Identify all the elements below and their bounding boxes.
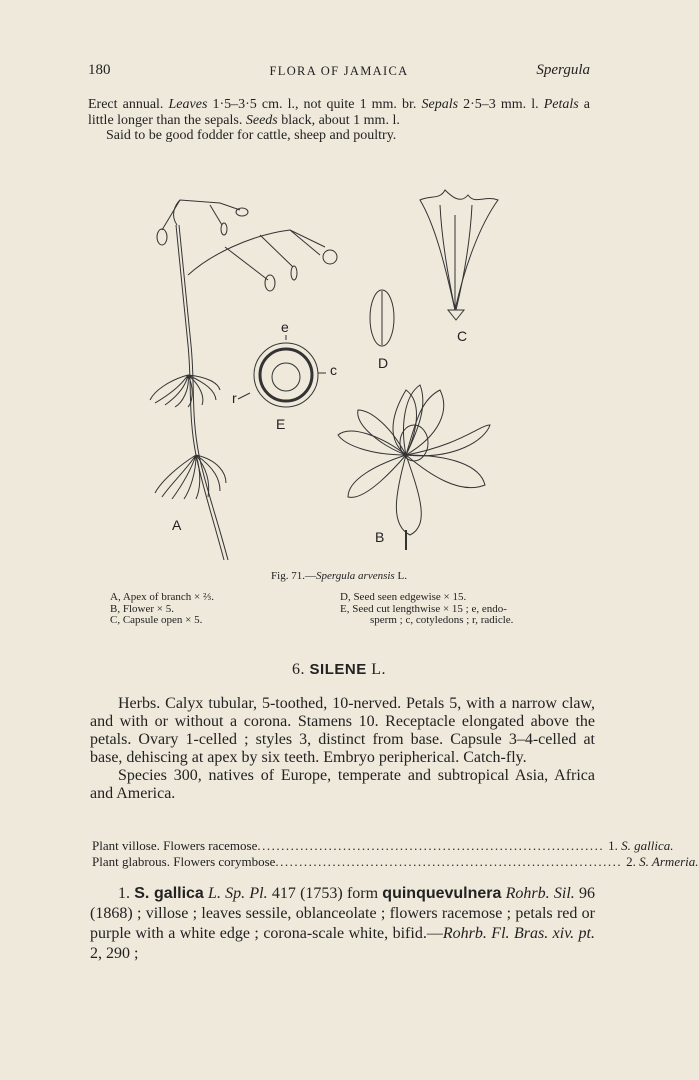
legend-item: B, Flower × 5. bbox=[110, 602, 174, 615]
running-header bbox=[88, 62, 590, 84]
fodder-note: Said to be good fodder for cattle, sheep and poultry. bbox=[106, 128, 397, 143]
species-key bbox=[92, 838, 699, 870]
key-result-name: S. Armeria. bbox=[639, 854, 699, 869]
species-authority: L. Sp. Pl. bbox=[203, 885, 268, 902]
form-authority: Rohrb. Sil. bbox=[505, 885, 575, 902]
form-name: quinquevulnera bbox=[382, 885, 502, 902]
section-heading bbox=[88, 661, 590, 679]
species-text: 96 (1868) ; villose ; leaves sessile, oblanceolate ; flowers racemose ; petals red or purple with a white edge ; corona-scale white, bifid.— bbox=[90, 885, 596, 942]
legend-item: C, Capsule open × 5. bbox=[110, 614, 203, 626]
desc-text: black, about 1 mm. l. bbox=[277, 112, 400, 128]
leaves-label: Leaves bbox=[168, 97, 208, 112]
legend-right bbox=[340, 592, 580, 627]
botanical-figure bbox=[100, 185, 580, 565]
flower-illustration-b bbox=[338, 385, 490, 550]
figure-caption bbox=[88, 570, 590, 582]
key-result-name: S. gallica. bbox=[621, 838, 674, 853]
key-leader: ......................................................................... bbox=[257, 838, 605, 853]
species-text-end: 2, 290 ; bbox=[90, 945, 139, 962]
desc-text: 1·5–3·5 cm. l., not quite 1 mm. br. bbox=[207, 97, 422, 112]
genus-name: SILENE bbox=[309, 661, 367, 678]
key-result-number: 1. bbox=[608, 838, 622, 853]
key-row bbox=[92, 838, 674, 854]
key-result bbox=[604, 838, 673, 854]
species-paragraph bbox=[90, 884, 595, 964]
spergula-description bbox=[88, 97, 590, 144]
running-title: FLORA OF JAMAICA bbox=[269, 64, 409, 78]
key-result bbox=[622, 854, 698, 870]
species-citation: Rohrb. Fl. Bras. xiv. pt. bbox=[442, 925, 596, 942]
seed-section-illustration-e bbox=[238, 335, 326, 407]
desc-text: Erect annual. bbox=[88, 97, 169, 112]
label-e: E bbox=[276, 416, 286, 432]
sepals-label: Sepals bbox=[421, 97, 459, 112]
label-d: D bbox=[378, 355, 389, 371]
species-entry bbox=[90, 884, 595, 964]
seed-illustration-d bbox=[370, 290, 394, 346]
seeds-label: Seeds bbox=[245, 112, 278, 128]
genus-description: Herbs. Calyx tubular, 5-toothed, 10-nerved. Petals 5, with a narrow claw, and with or without a corona. Stamens 10. Receptacle elongated above the petals. Ovary 1-celled ; styles 3, distinct from base. Capsule 3–4-celled at base, dehiscing at apex by six teeth. Embryo peripherical. Catch-fly. bbox=[90, 695, 595, 766]
label-radicle: r bbox=[232, 390, 237, 406]
species-number: 1. bbox=[118, 885, 135, 902]
silene-description bbox=[90, 695, 595, 803]
page-number: 180 bbox=[88, 62, 111, 78]
legend-item: D, Seed seen edgewise × 15. bbox=[340, 591, 467, 603]
desc-text: a little longer than the sepals. bbox=[88, 97, 590, 128]
capsule-illustration-c bbox=[420, 190, 498, 320]
species-reference: 417 (1753) form bbox=[267, 885, 383, 902]
key-leader: ......................................................................... bbox=[275, 854, 623, 869]
section-number: 6. bbox=[292, 661, 310, 678]
label-endosperm: e bbox=[281, 319, 289, 335]
label-c: C bbox=[457, 328, 468, 344]
legend-item: sperm ; c, cotyledons ; r, radicle. bbox=[370, 614, 514, 626]
label-cotyledons: c bbox=[330, 362, 337, 378]
legend-item: A, Apex of branch × ⅔. bbox=[110, 591, 214, 603]
genus-author: L. bbox=[366, 661, 386, 678]
branch-illustration-a bbox=[150, 200, 337, 560]
header-genus: Spergula bbox=[536, 62, 590, 78]
key-result-number: 2. bbox=[626, 854, 640, 869]
key-row bbox=[92, 854, 699, 870]
distribution-text: Species 300, natives of Europe, temperate and subtropical Asia, Africa and America. bbox=[90, 767, 595, 802]
desc-text: 2·5–3 mm. l. bbox=[458, 97, 544, 112]
caption-prefix: Fig. 71.— bbox=[271, 570, 316, 582]
description-paragraph bbox=[88, 97, 590, 128]
species-name: S. gallica bbox=[134, 885, 204, 902]
label-b: B bbox=[375, 529, 385, 545]
petals-label: Petals bbox=[543, 97, 579, 112]
key-text: Plant glabrous. Flowers corymbose bbox=[92, 854, 276, 869]
legend-left bbox=[110, 592, 310, 627]
caption-suffix: L. bbox=[394, 570, 407, 582]
caption-species: Spergula arvensis bbox=[315, 570, 395, 582]
label-a: A bbox=[172, 517, 182, 533]
legend-item: E, Seed cut lengthwise × 15 ; e, endo- bbox=[340, 602, 507, 615]
key-text: Plant villose. Flowers racemose bbox=[92, 838, 258, 853]
